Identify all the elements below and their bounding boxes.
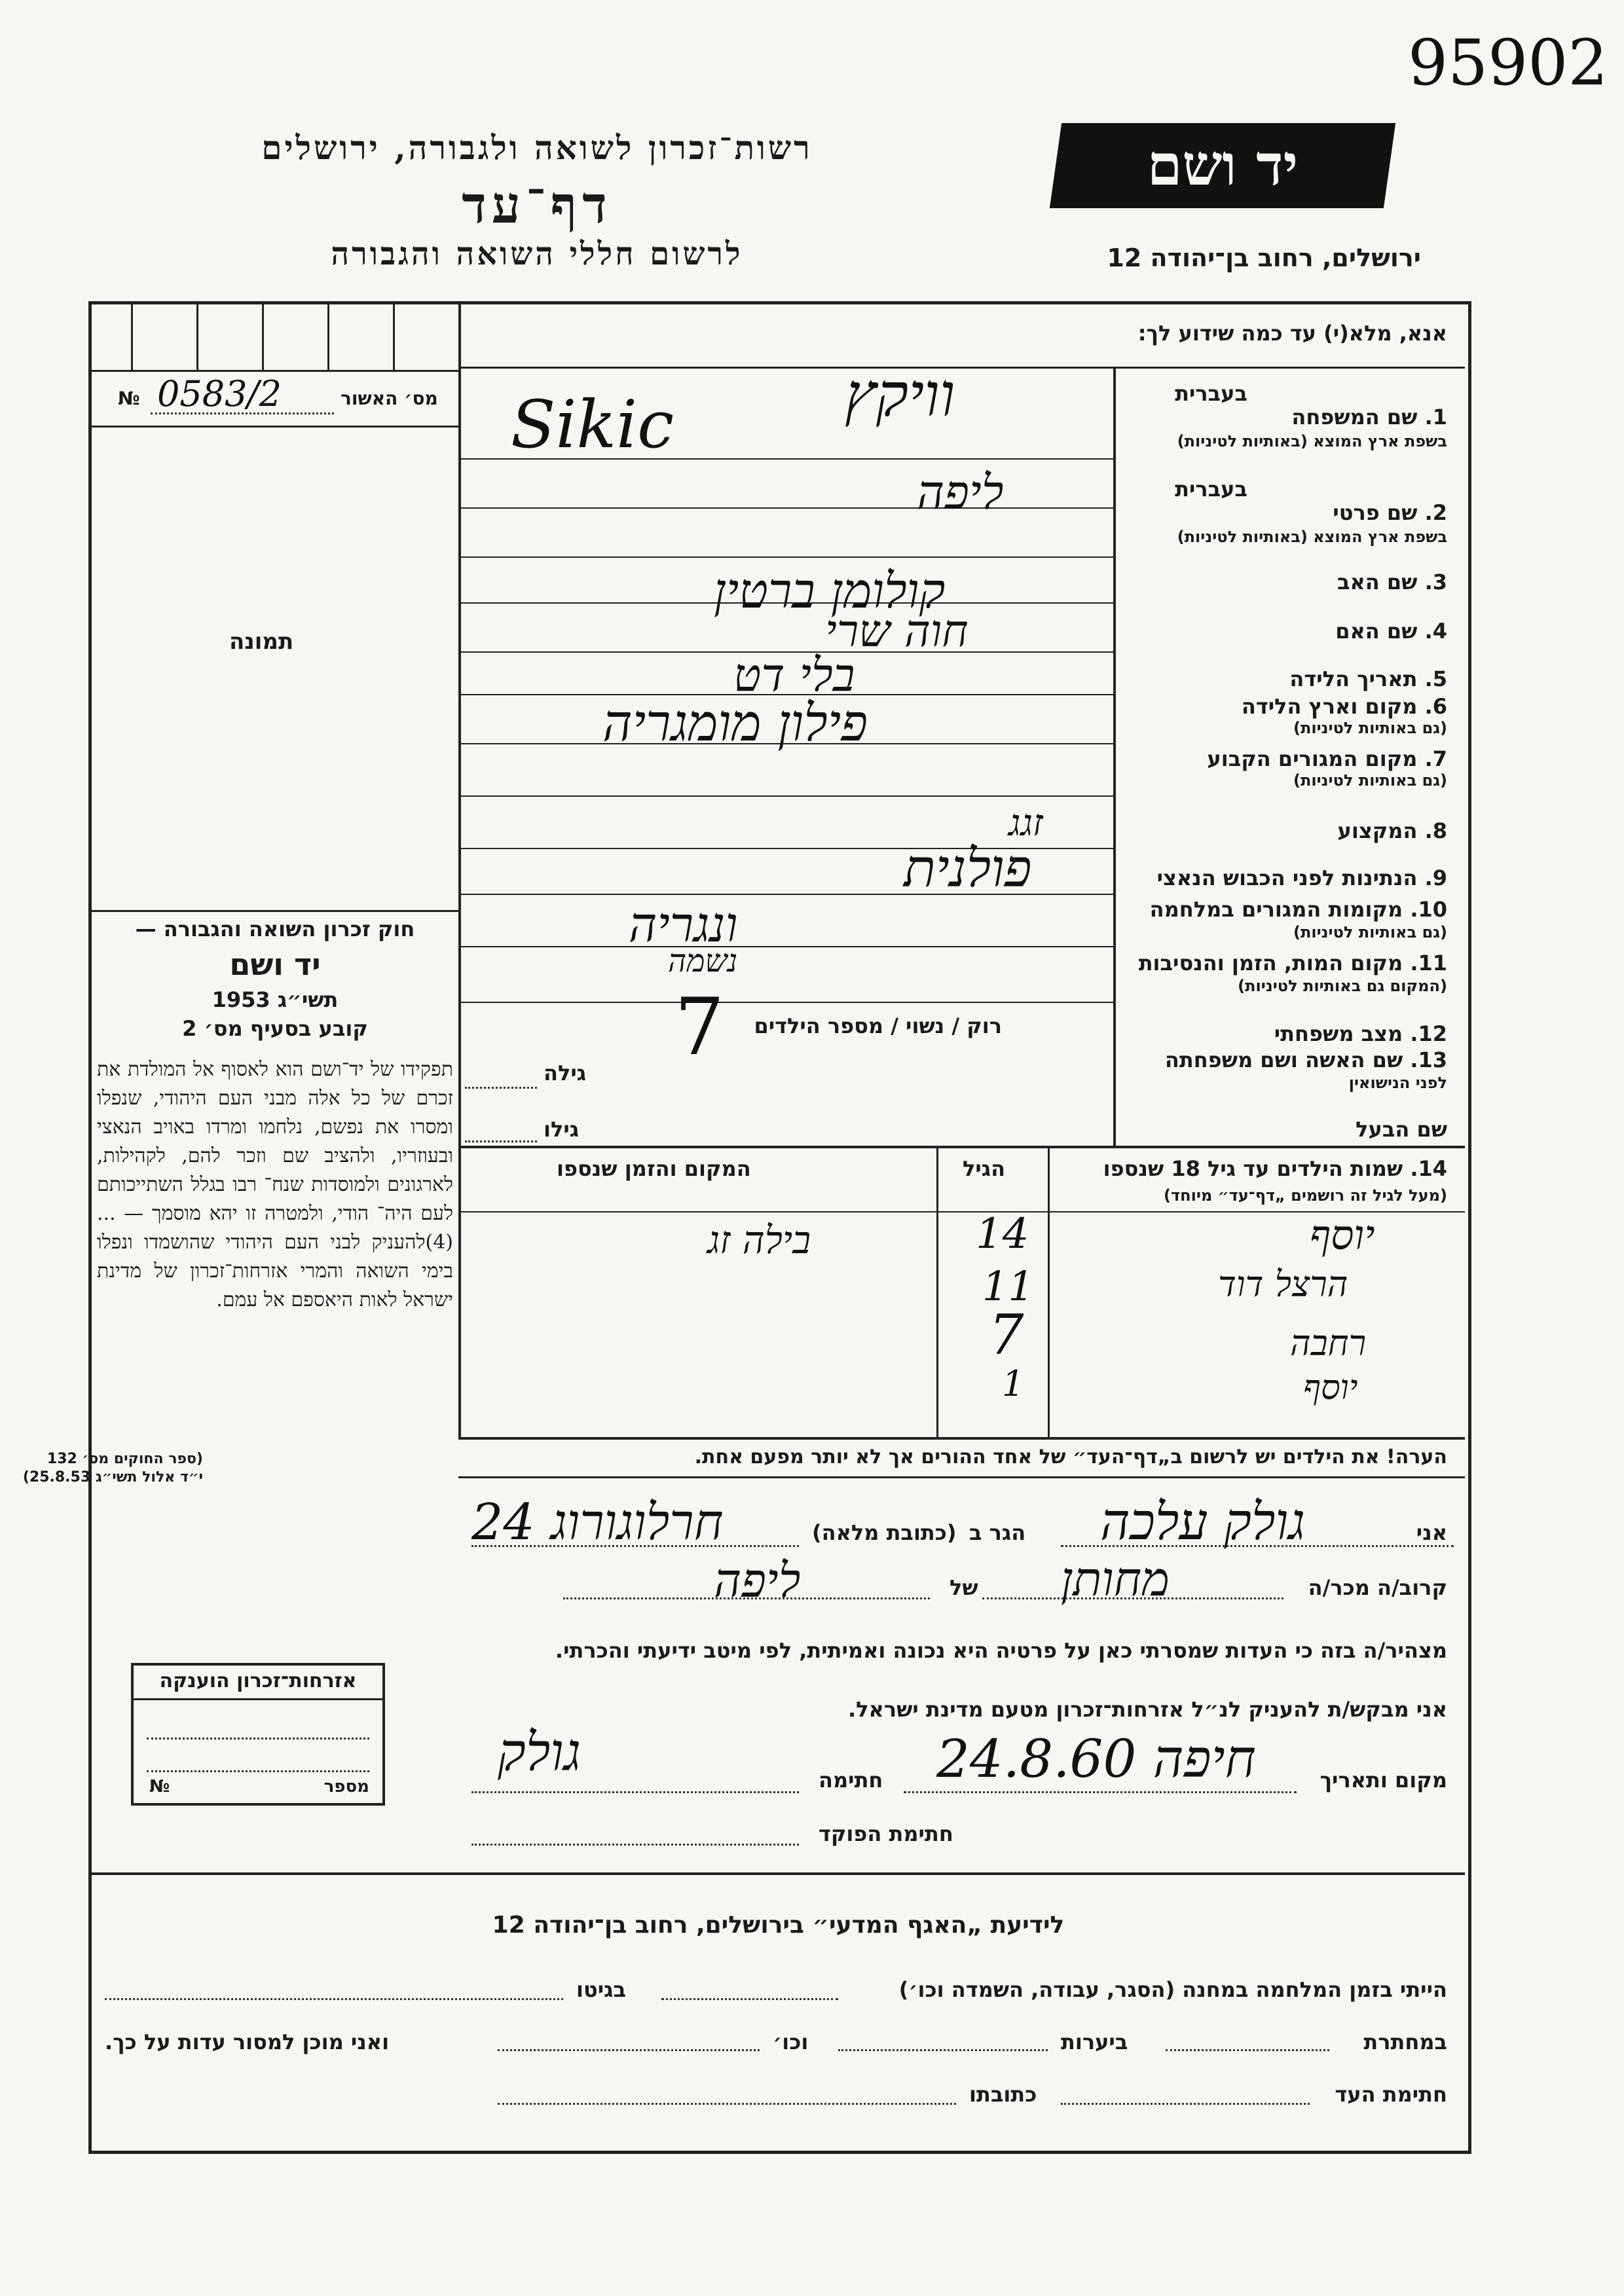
field-hint-10: (גם באותיות לטיניות) xyxy=(1293,923,1447,941)
field-label-12 xyxy=(1274,1021,1447,1046)
field-num-8: 8. xyxy=(1424,818,1447,843)
citizenship-box xyxy=(131,1663,385,1806)
field-num-13: 13. xyxy=(1410,1048,1447,1072)
declarant-relation: מחותן xyxy=(1061,1552,1170,1607)
field-hint-7: (גם באותיות לטיניות) xyxy=(1293,771,1447,790)
children-title-text: שמות הילדים עד גיל 18 שנספו xyxy=(1103,1156,1403,1181)
field-text-9: הנתינות לפני הכבוש הנאצי xyxy=(1156,866,1418,890)
field-text-2: שם פרטי xyxy=(1333,500,1418,525)
bottom-ghetto: בגיטו xyxy=(576,1977,626,2002)
law-text: תפקידו של יד־ושם הוא לאסוף אל המולדת את זכרם של כל אלה מבני העם היהודי, שנפלו ומסרו את נפשם, נלחמו ומרדו באויב הנאצי ובעוזריו, ולהציב שם וזכר להם, לקהילות, לארגונים ולמוסדות שנח־ רבו בגלל השתייכותם לעם היה־ הודי, ולמטרה זו יהא מוסמך — ...(4)להעניק לבני העם היהודי שהושמדו ונפלו בימי השואה והמרי אזרחות־זכרון של מדינת ישראל לאות היאספם אל עמם. xyxy=(97,1058,453,1311)
value-wartime-residence: ונגריה xyxy=(629,897,738,953)
field-label-10 xyxy=(1150,897,1447,922)
field-hint-1: בשפת ארץ המוצא (באותיות לטיניות) xyxy=(1177,432,1447,450)
bottom-ready: ואני מוכן למסור עדות על כך. xyxy=(105,2030,390,2054)
place-date-label: מקום ותאריך xyxy=(1320,1768,1447,1793)
field-label-4 xyxy=(1335,619,1447,644)
value-birth-date: בלי דט xyxy=(733,648,855,702)
value-nationality: פולנית xyxy=(904,838,1032,899)
value-occupation: זגג xyxy=(1008,802,1043,845)
field-hint-6: (גם באותיות לטיניות) xyxy=(1293,719,1447,737)
field-text-10: מקומות המגורים במלחמה xyxy=(1149,897,1403,922)
signature-label: חתימה xyxy=(819,1768,883,1793)
field-num-7: 7. xyxy=(1424,746,1447,771)
law-name: יד ושם xyxy=(229,947,321,982)
address: ירושלים, רחוב בן־יהודה 12 xyxy=(1107,244,1421,272)
approval-value: 0583/2 xyxy=(157,373,282,414)
authority-name: רשות־זכרון לשואה ולגבורה, ירושלים xyxy=(261,128,813,167)
signature-value: גולק xyxy=(498,1722,581,1783)
law-source-2: י״ד אלול תשי״ג 25.8.53) xyxy=(22,1469,203,1485)
child-name-4: יוסף xyxy=(1303,1368,1358,1408)
field-num-5: 5. xyxy=(1424,666,1447,691)
approval-no: № xyxy=(118,388,140,409)
field-label-7 xyxy=(1207,746,1447,771)
approval-label: מס׳ האשור xyxy=(341,388,438,409)
declaration-text: מצהיר/ה בזה כי העדות שמסרתי כאן על פרטיה היא נכונה ואמיתית, לפי מיטב ידיעתי והכרתי. xyxy=(555,1638,1447,1663)
field-hint-11: (המקום גם באותיות לטיניות) xyxy=(1238,977,1447,995)
value-father: קולומן ברטין xyxy=(714,563,946,619)
bottom-etc: וכו׳ xyxy=(773,2030,809,2054)
intro-text: אנא, מלא(י) עד כמה שידוע לך: xyxy=(1137,321,1447,346)
form-title: דף־עד xyxy=(462,175,612,235)
officer-label: חתימת הפוקד xyxy=(819,1821,953,1846)
field-num-3: 3. xyxy=(1424,570,1447,594)
field-hebrew-tag-1: בעברית xyxy=(1175,381,1247,406)
bottom-line1: הייתי בזמן המלחמה במחנה (הסגר, עבודה, השמדה וכו׳) xyxy=(898,1977,1447,2002)
field-label-8 xyxy=(1338,818,1447,843)
field-text-12: מצב משפחתי xyxy=(1274,1021,1403,1046)
bottom-witness-sig: חתימת העד xyxy=(1335,2082,1447,2107)
logo xyxy=(1050,123,1395,208)
bottom-title: לידיעת „האגף המדעי״ בירושלים, רחוב בן־יהודה 12 xyxy=(492,1912,1065,1939)
field-hint-13: לפני הנישואין xyxy=(1348,1074,1447,1092)
declarant-of-value: ליפה xyxy=(714,1553,801,1608)
field-text-4: שם האם xyxy=(1335,619,1418,644)
field-num-6: 6. xyxy=(1424,694,1447,719)
citizenship-no: № xyxy=(149,1777,170,1796)
field-text-8: המקצוע xyxy=(1337,818,1418,843)
value-surname-latin: Sikic xyxy=(511,386,674,463)
logo-text: יד ושם xyxy=(1147,132,1299,198)
field-label-6 xyxy=(1242,694,1447,719)
field-label-1 xyxy=(1291,405,1447,429)
wife-age-label: גילה xyxy=(544,1061,587,1085)
child-name-3: רחבה xyxy=(1290,1322,1367,1364)
children-title xyxy=(1103,1156,1447,1181)
field-label-11 xyxy=(1139,951,1447,975)
approval-grid xyxy=(92,304,458,370)
value-birthplace: פילון מומגריה xyxy=(602,694,868,753)
request-text: אני מבקש/ת להעניק לנ״ל אזרחות־זכרון מטעם מדינת ישראל. xyxy=(848,1697,1447,1722)
value-first-name: ליפה xyxy=(917,465,1004,520)
children-num: 14. xyxy=(1410,1156,1447,1181)
children-col-place: המקום והזמן שנספו xyxy=(557,1156,751,1181)
declarant-address: חרלוגורוג 24 xyxy=(471,1493,724,1551)
bottom-forests: ביערות xyxy=(1061,2030,1128,2054)
field-text-1: שם המשפחה xyxy=(1291,405,1418,429)
field-text-3: שם האב xyxy=(1337,570,1418,594)
place-date-value: חיפה 24.8.60 xyxy=(936,1728,1256,1789)
field-num-10: 10. xyxy=(1410,897,1447,922)
declarant-name: גולק עלכה xyxy=(1100,1493,1306,1552)
law-source: (ספר החוקים מס׳ 132 xyxy=(46,1451,203,1467)
field-num-12: 12. xyxy=(1410,1021,1447,1046)
field-text-6: מקום וארץ הלידה xyxy=(1241,694,1418,719)
law-title: חוק זכרון השואה והגבורה — xyxy=(135,917,415,941)
remark-text: הערה! את הילדים יש לרשום ב„דף־העד״ של אחד ההורים אך לא יותר מפעם אחת. xyxy=(694,1446,1447,1468)
archive-number: 95902 xyxy=(1408,26,1608,100)
citizenship-number: מספר xyxy=(323,1777,369,1796)
field-num-9: 9. xyxy=(1424,866,1447,890)
marital-options: רוק / נשוי / מספר הילדים xyxy=(754,1013,1002,1038)
child-name-2: הרצל דוד xyxy=(1218,1264,1348,1305)
bottom-underground: במחתרת xyxy=(1363,2030,1447,2054)
field-text-11: מקום המות, הזמן והנסיבות xyxy=(1138,951,1403,975)
declarant-resides: הגר ב xyxy=(969,1520,1026,1545)
husband-age-label: גילו xyxy=(544,1117,580,1142)
children-note: (מעל לגיל זה רושמים „דף־עד״ מיוחד) xyxy=(1164,1186,1447,1205)
field-label-2 xyxy=(1333,500,1447,525)
value-mother: חוה שרי xyxy=(825,606,969,657)
field-num-2: 2. xyxy=(1424,500,1447,525)
field-num-1: 1. xyxy=(1424,405,1447,429)
children-col-age: הגיל xyxy=(963,1156,1006,1181)
field-label-5 xyxy=(1289,666,1447,691)
declarant-of: של xyxy=(950,1575,978,1600)
law-clause: קובע בסעיף מס׳ 2 xyxy=(182,1016,368,1041)
field-text-5: תאריך הלידה xyxy=(1289,666,1418,691)
field-text-7: מקום המגורים הקבוע xyxy=(1207,746,1418,771)
child-place-1: בילה זג xyxy=(707,1218,811,1262)
field-hint-2: בשפת ארץ המוצא (באותיות לטיניות) xyxy=(1177,528,1447,546)
law-year: תשי״ג 1953 xyxy=(212,987,339,1012)
citizenship-title: אזרחות־זכרון הוענקה xyxy=(159,1669,357,1692)
child-age-3: 7 xyxy=(989,1303,1024,1367)
child-name-1: יוסף xyxy=(1310,1211,1375,1259)
photo-label: תמונה xyxy=(229,629,294,655)
field-label-13 xyxy=(1165,1048,1447,1072)
field-label-9 xyxy=(1157,866,1447,890)
field-num-4: 4. xyxy=(1424,619,1447,644)
field-hebrew-tag-2: בעברית xyxy=(1175,477,1247,501)
child-age-1: 14 xyxy=(976,1210,1029,1258)
bottom-address: כתובתו xyxy=(969,2082,1037,2107)
field-label-husband: שם הבעל xyxy=(1356,1117,1447,1142)
field-label-3 xyxy=(1337,570,1447,594)
child-age-4: 1 xyxy=(1002,1363,1025,1404)
field-num-11: 11. xyxy=(1410,951,1447,975)
value-surname: וויקץ xyxy=(845,360,955,430)
child-age-2: 11 xyxy=(982,1262,1034,1310)
value-death-place: נשמה xyxy=(668,943,738,979)
declarant-addr-hint: (כתובת מלאה) xyxy=(812,1520,957,1545)
declarant-relative-label: קרוב/ה מכר/ה xyxy=(1308,1575,1447,1600)
value-children-count: 7 xyxy=(674,982,725,1073)
form-subtitle: לרשום חללי השואה והגבורה xyxy=(331,236,743,272)
field-text-13: שם האשה ושם משפחתה xyxy=(1164,1048,1403,1072)
declarant-i: אני xyxy=(1416,1520,1447,1545)
